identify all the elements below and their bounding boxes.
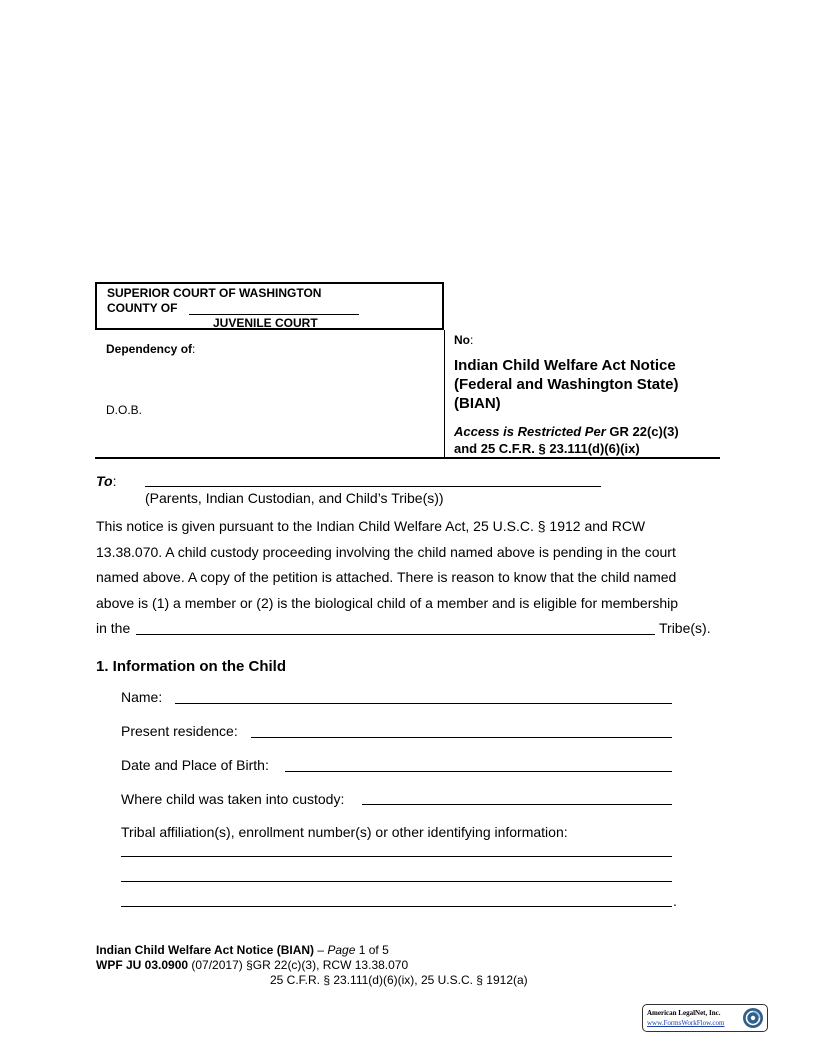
caption-bottom-rule	[95, 457, 720, 459]
notice-line5-end: Tribe(s).	[659, 620, 711, 636]
child-name-label: Name:	[121, 689, 163, 705]
county-label	[107, 301, 177, 315]
to-recipient-line[interactable]	[145, 486, 601, 487]
custody-location-label: Where child was taken into custody:	[121, 791, 345, 807]
court-caption-box	[95, 282, 444, 330]
access-restriction-line1	[454, 423, 679, 440]
case-number-label	[454, 333, 473, 347]
document-title-line3: (BIAN)	[454, 395, 501, 412]
notice-line: above is (1) a member or (2) is the biological child of a member and is eligible for membership	[96, 594, 679, 611]
birth-date-place-label: Date and Place of Birth:	[121, 757, 269, 773]
publisher-badge[interactable]	[642, 1004, 768, 1032]
present-residence-label: Present residence:	[121, 723, 238, 739]
notice-paragraph	[96, 514, 726, 642]
document-title	[454, 356, 678, 413]
footer-dash: –	[314, 943, 328, 957]
present-residence-line[interactable]	[251, 737, 672, 738]
footer-page-word: Page	[327, 943, 356, 957]
caption-divider	[444, 330, 445, 458]
county-blank-line[interactable]	[189, 314, 359, 315]
access-restriction-italic: Access is Restricted Per	[454, 424, 606, 439]
footer-citations: 25 C.F.R. § 23.111(d)(6)(ix), 25 U.S.C. § 1912(a)	[270, 973, 528, 987]
dependency-colon: :	[192, 342, 196, 356]
tribal-affiliation-label: Tribal affiliation(s), enrollment number(s) or other identifying information:	[121, 824, 568, 840]
footer	[96, 943, 528, 988]
dependency-label	[106, 342, 195, 356]
county-label-text: COUNTY OF	[107, 301, 178, 315]
to-recipient-note: (Parents, Indian Custodian, and Child’s Tribe(s))	[145, 490, 444, 506]
footer-page-number: 1 of 5	[355, 943, 389, 957]
tribal-affiliation-line[interactable]	[121, 906, 672, 907]
footer-form-title: Indian Child Welfare Act Notice (BIAN)	[96, 943, 315, 957]
notice-line: named above. A copy of the petition is attached. There is reason to know that the child named	[96, 569, 677, 585]
case-number-colon: :	[470, 333, 474, 347]
dob-label: D.O.B.	[106, 403, 143, 417]
footer-form-line	[96, 958, 528, 973]
access-restriction-rest: GR 22(c)(3)	[605, 424, 679, 439]
dependency-label-text: Dependency of	[106, 342, 193, 356]
publisher-globe-icon	[742, 1007, 764, 1029]
juvenile-court-label: JUVENILE COURT	[213, 316, 318, 330]
notice-line-tribe	[96, 616, 726, 642]
tribal-affiliation-line[interactable]	[121, 856, 672, 857]
notice-line5-start: in the	[96, 620, 131, 636]
to-label-text: To	[96, 473, 113, 489]
publisher-url[interactable]: www.FormsWorkFlow.com	[647, 1019, 725, 1027]
to-label-colon: :	[112, 473, 117, 489]
custody-location-line[interactable]	[362, 804, 672, 805]
footer-title-line	[96, 943, 528, 958]
access-restriction	[454, 423, 679, 457]
section1-heading: 1. Information on the Child	[96, 658, 286, 675]
tribe-name-line[interactable]	[136, 634, 655, 635]
tribal-affiliation-end-period: .	[673, 893, 677, 909]
publisher-company: American LegalNet, Inc.	[647, 1009, 721, 1017]
birth-date-place-line[interactable]	[285, 771, 672, 772]
child-name-line[interactable]	[175, 703, 672, 704]
tribal-affiliation-line[interactable]	[121, 881, 672, 882]
to-label	[96, 473, 116, 489]
document-title-line2: (Federal and Washington State)	[454, 376, 679, 393]
document-title-line1: Indian Child Welfare Act Notice	[454, 357, 676, 374]
notice-line: This notice is given pursuant to the Indian Child Welfare Act, 25 U.S.C. § 1912 and RCW	[96, 518, 646, 534]
case-number-label-text: No	[454, 333, 470, 347]
access-restriction-line2: and 25 C.F.R. § 23.111(d)(6)(ix)	[454, 441, 640, 456]
notice-line: 13.38.070. A child custody proceeding involving the child named above is pending in the court	[96, 543, 676, 560]
footer-form-number: WPF JU 03.0900	[96, 958, 189, 972]
court-name-line1: SUPERIOR COURT OF WASHINGTON	[107, 286, 322, 300]
footer-form-citation: (07/2017) §GR 22(c)(3), RCW 13.38.070	[188, 958, 409, 972]
